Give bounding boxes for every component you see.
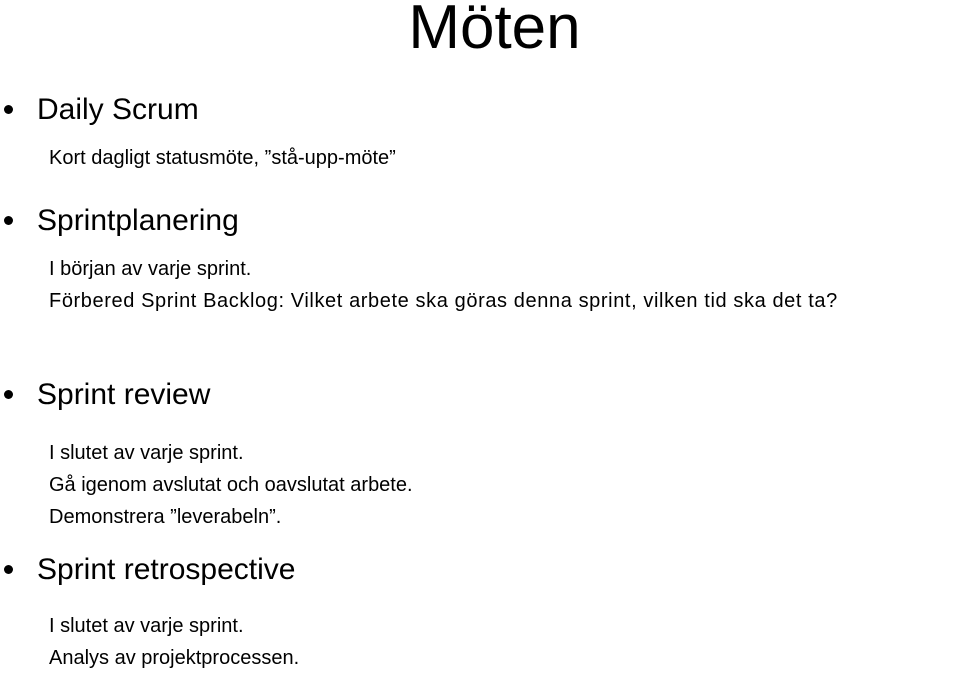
heading-row	[0, 201, 959, 241]
bullet-icon	[4, 216, 13, 225]
section-body	[49, 610, 949, 674]
section-sprint-review	[0, 375, 959, 533]
slide-title: Möten	[408, 0, 581, 62]
section-heading: Sprintplanering	[37, 204, 239, 237]
heading-row	[0, 375, 959, 415]
body-line: I slutet av varje sprint.	[49, 442, 244, 464]
section-heading: Sprint retrospective	[37, 553, 296, 586]
body-line: Demonstrera ”leverabeln”.	[49, 506, 282, 528]
section-daily-scrum	[0, 90, 959, 174]
body-line: Gå igenom avslutat och oavslutat arbete.	[49, 474, 413, 496]
body-line: Analys av projektprocessen.	[49, 647, 300, 669]
section-heading: Sprint review	[37, 378, 211, 411]
section-sprint-retrospective	[0, 550, 959, 674]
body-line: I slutet av varje sprint.	[49, 615, 244, 637]
heading-row	[0, 550, 959, 590]
bullet-icon	[4, 390, 13, 399]
body-line: Förbered Sprint Backlog: Vilket arbete ska göras denna sprint, vilken tid ska det ta?	[49, 290, 838, 312]
section-body	[49, 437, 949, 533]
section-sprintplanering	[0, 201, 959, 317]
section-heading: Daily Scrum	[37, 93, 199, 126]
body-line: I början av varje sprint.	[49, 258, 252, 280]
section-body	[49, 253, 949, 317]
bullet-icon	[4, 565, 13, 574]
body-line: Kort dagligt statusmöte, ”stå-upp-möte”	[49, 147, 396, 169]
heading-row	[0, 90, 959, 130]
section-body	[49, 142, 949, 174]
bullet-icon	[4, 105, 13, 114]
